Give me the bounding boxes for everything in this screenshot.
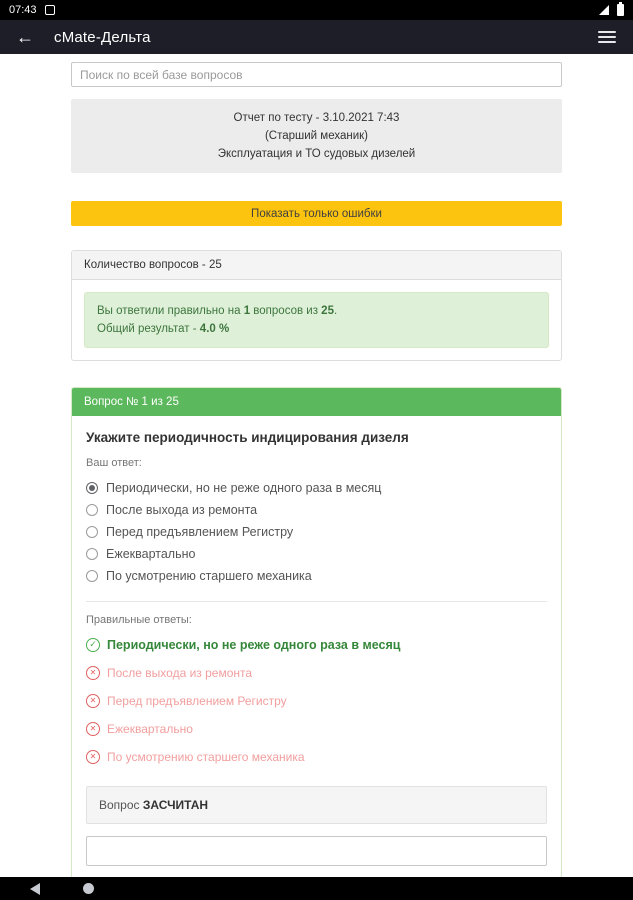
- nav-home-icon[interactable]: [83, 883, 94, 894]
- option-label: После выхода из ремонта: [106, 503, 258, 517]
- report-subject: Эксплуатация и ТО судовых дизелей: [217, 148, 416, 160]
- option-label: Ежеквартально: [106, 547, 196, 561]
- radio-button[interactable]: [86, 548, 98, 560]
- status-time: 07:43: [9, 4, 37, 16]
- nav-back-icon[interactable]: [30, 883, 40, 895]
- answer-option[interactable]: [86, 565, 547, 587]
- wrong-answer-row: [86, 750, 547, 764]
- cross-circle-icon: ✕: [86, 666, 100, 680]
- option-label: Перед предъявлением Регистру: [106, 525, 294, 539]
- next-element-partial: [86, 836, 547, 866]
- wrong-answer-row: [86, 666, 547, 680]
- android-nav-bar: [0, 877, 633, 900]
- hamburger-menu-icon[interactable]: [597, 28, 617, 46]
- option-label: По усмотрению старшего механика: [106, 569, 312, 583]
- radio-button[interactable]: [86, 482, 98, 494]
- answer-option[interactable]: [86, 477, 547, 499]
- question-panel: [71, 387, 562, 877]
- result-line-1: Вы ответили правильно на 1 вопросов из 25.: [97, 305, 338, 317]
- wrong-answer-row: [86, 722, 547, 736]
- summary-card-header: Количество вопросов - 25: [72, 251, 561, 280]
- wrong-answer-text: По усмотрению старшего механика: [107, 750, 305, 764]
- wrong-answer-text: Ежеквартально: [107, 722, 193, 736]
- option-label: Периодически, но не реже одного раза в месяц: [106, 481, 382, 495]
- question-status-box: Вопрос ЗАСЧИТАН: [86, 786, 547, 824]
- radio-button[interactable]: [86, 526, 98, 538]
- answer-options: [86, 477, 547, 587]
- correct-answer-text: Периодически, но не реже одного раза в месяц: [107, 638, 401, 652]
- back-icon[interactable]: ←: [16, 27, 34, 47]
- screenshot-icon: [45, 5, 55, 15]
- search-input[interactable]: [71, 62, 562, 87]
- wrong-answer-text: Перед предъявлением Регистру: [107, 694, 287, 708]
- content-area: [0, 54, 633, 877]
- result-alert: [84, 292, 549, 348]
- show-errors-button[interactable]: Показать только ошибки: [71, 201, 562, 226]
- cross-circle-icon: ✕: [86, 722, 100, 736]
- result-line-2: Общий результат - 4.0 %: [97, 323, 230, 335]
- correct-answers-label: Правильные ответы:: [86, 614, 192, 626]
- divider: [86, 601, 547, 602]
- question-panel-header: Вопрос № 1 из 25: [72, 388, 561, 416]
- cross-circle-icon: ✕: [86, 750, 100, 764]
- status-bar: [0, 0, 633, 20]
- radio-button[interactable]: [86, 570, 98, 582]
- answer-option[interactable]: [86, 521, 547, 543]
- status-value: ЗАСЧИТАН: [142, 798, 209, 812]
- question-panel-body: [72, 416, 561, 877]
- battery-icon: [617, 4, 624, 16]
- summary-card-body: [72, 280, 561, 360]
- report-title: Отчет по тесту - 3.10.2021 7:43: [233, 112, 400, 124]
- your-answer-label: Ваш ответ:: [86, 457, 142, 469]
- wrong-answer-row: [86, 694, 547, 708]
- radio-button[interactable]: [86, 504, 98, 516]
- report-role: (Старший механик): [264, 130, 369, 142]
- answer-option[interactable]: [86, 499, 547, 521]
- summary-card: [71, 250, 562, 361]
- report-header: [71, 99, 562, 173]
- signal-icon: [599, 5, 609, 15]
- correct-answer-row: [86, 638, 547, 652]
- app-title: cMate-Дельта: [54, 28, 151, 46]
- answer-option[interactable]: [86, 543, 547, 565]
- check-circle-icon: ✓: [86, 638, 100, 652]
- cross-circle-icon: ✕: [86, 694, 100, 708]
- wrong-answer-text: После выхода из ремонта: [107, 666, 253, 680]
- app-bar: [0, 20, 633, 54]
- question-title: Укажите периодичность индицирования дизеля: [86, 430, 409, 445]
